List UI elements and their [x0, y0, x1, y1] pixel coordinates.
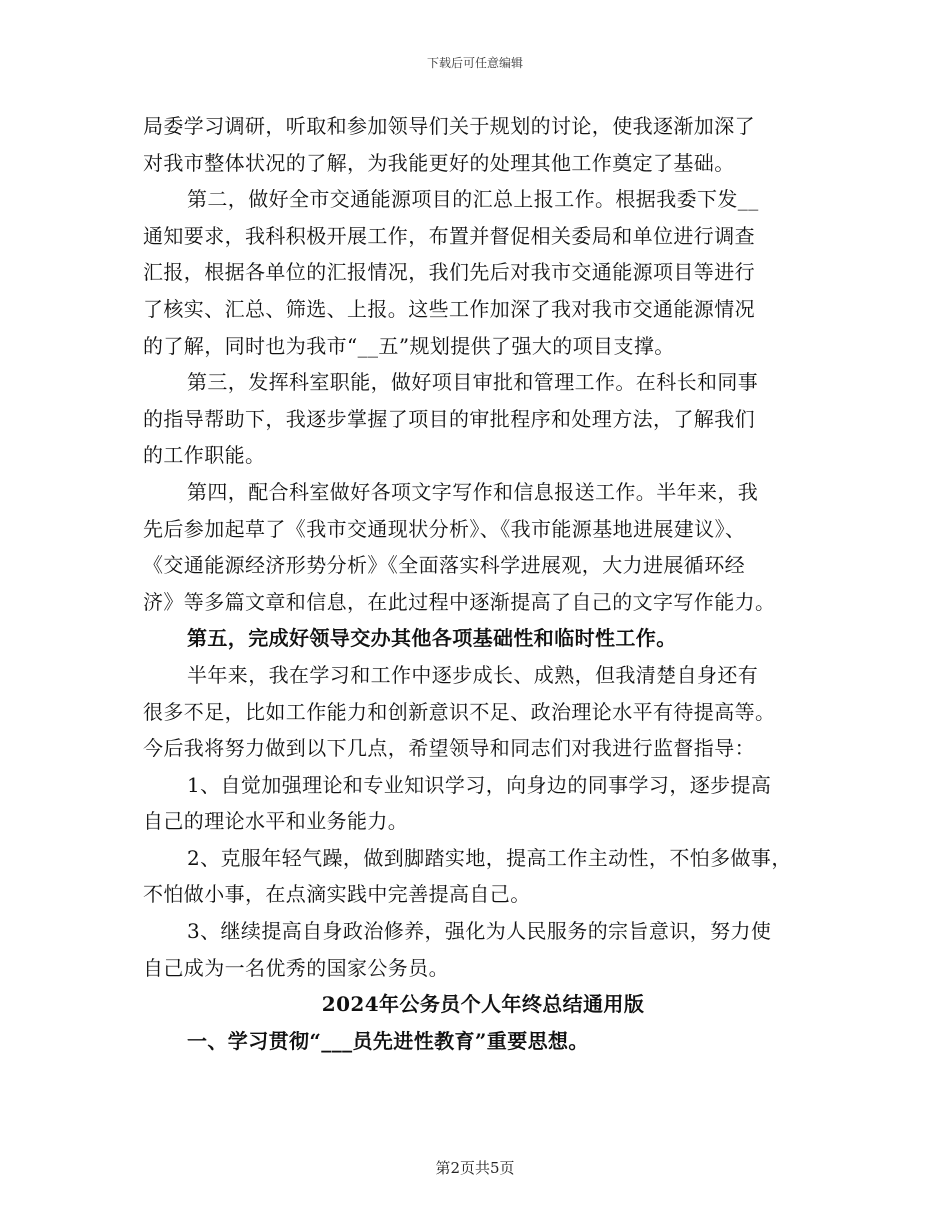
text-line: 一、学习贯彻“___员先进性教育”重要思想。: [187, 1028, 589, 1053]
text-line: 第二，做好全市交通能源项目的汇总上报工作。根据我委下发__: [187, 187, 759, 212]
text-line: 自己成为一名优秀的国家公务员。: [143, 955, 449, 980]
text-line: 自己的理论水平和业务能力。: [143, 809, 409, 834]
page-footer: 第2页共5页: [435, 1159, 515, 1177]
text-line: 今后我将努力做到以下几点，希望领导和同志们对我进行监督指导：: [143, 736, 755, 761]
text-line: 很多不足，比如工作能力和创新意识不足、政治理论水平有待提高等。: [143, 699, 776, 724]
text-line: 的指导帮助下，我逐步掌握了项目的审批程序和处理方法，了解我们: [143, 406, 755, 431]
text-line: 了核实、汇总、筛选、上报。这些工作加深了我对我市交通能源情况: [143, 296, 755, 321]
text-line: 局委学习调研，听取和参加领导们关于规划的讨论，使我逐渐加深了: [143, 114, 755, 138]
text-line: 第五，完成好领导交办其他各项基础性和临时性工作。: [187, 626, 677, 651]
document-body: [143, 108, 823, 1059]
text-line: 通知要求，我科积极开展工作，布置并督促相关委局和单位进行调查: [143, 223, 755, 248]
text-line: 2、克服年轻气躁，做到脚踏实地，提高工作主动性，不怕多做事，: [187, 845, 792, 870]
header-note: 下载后可任意编辑: [426, 56, 523, 70]
text-line: 半年来，我在学习和工作中逐步成长、成熟，但我清楚自身还有: [187, 662, 759, 687]
text-line: 先后参加起草了《我市交通现状分析》、《我市能源基地进展建议》、: [143, 516, 746, 541]
text-line: 对我市整体状况的了解，为我能更好的处理其他工作奠定了基础。: [143, 150, 735, 175]
text-line: 1、自觉加强理论和专业知识学习，向身边的同事学习，逐步提高: [187, 772, 772, 797]
text-line: 的了解，同时也为我市“__五”规划提供了强大的项目支撑。: [143, 333, 675, 358]
text-line: 3、继续提高自身政治修养，强化为人民服务的宗旨意识，努力使: [187, 919, 772, 944]
text-line: 不怕做小事，在点滴实践中完善提高自己。: [143, 882, 531, 907]
text-line: 的工作职能。: [143, 443, 266, 468]
section-title: 2024年公务员个人年终总结通用版: [321, 992, 645, 1017]
text-line: 汇报，根据各单位的汇报情况，我们先后对我市交通能源项目等进行: [143, 260, 755, 285]
text-line: 济》等多篇文章和信息，在此过程中逐渐提高了自己的文字写作能力。: [143, 589, 776, 614]
text-line: 《交通能源经济形势分析》《全面落实科学进展观，大力进展循环经: [143, 553, 745, 578]
text-line: 第四，配合科室做好各项文字写作和信息报送工作。半年来，我: [187, 479, 759, 504]
text-line: 第三，发挥科室职能，做好项目审批和管理工作。在科长和同事: [187, 370, 759, 395]
